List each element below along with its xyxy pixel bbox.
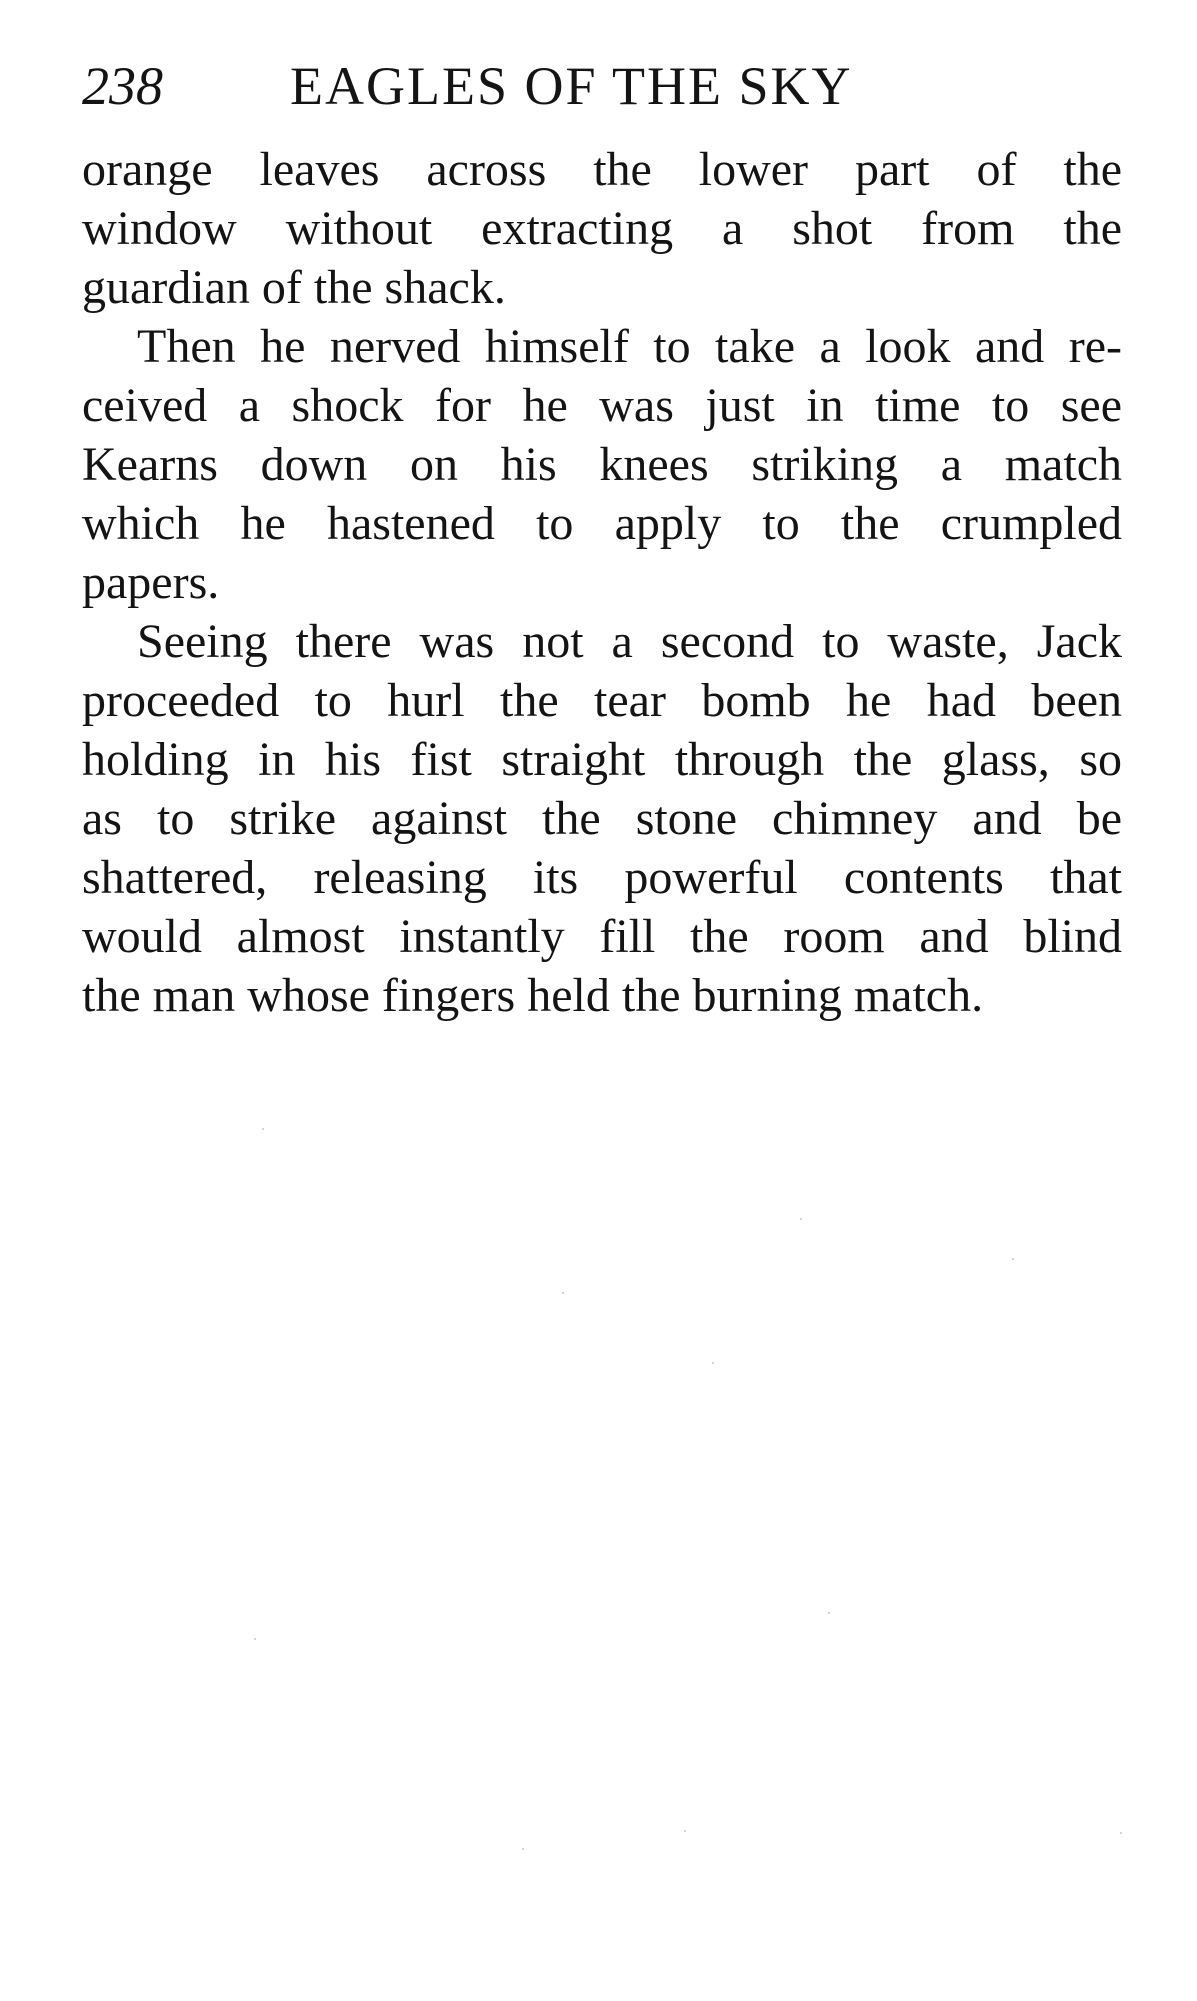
text-line: proceeded to hurl the tear bomb he had been: [82, 674, 1122, 727]
body-text: [82, 140, 1122, 1025]
text-line: papers.: [82, 556, 220, 609]
text-line: shattered, releasing its powerful contents that: [82, 851, 1122, 904]
scan-speck: [712, 1362, 714, 1364]
paragraph-1: [82, 140, 1122, 317]
running-title: EAGLES OF THE SKY: [290, 56, 853, 116]
text-line: as to strike against the stone chimney and be: [82, 792, 1122, 845]
text-line: holding in his fist straight through the glass, so: [82, 733, 1122, 786]
text-line: the man whose fingers held the burning match.: [82, 969, 984, 1022]
text-line: Kearns down on his knees striking a match: [82, 438, 1122, 491]
text-line: which he hastened to apply to the crumpled: [82, 497, 1122, 550]
scan-speck: [684, 1830, 686, 1832]
text-line: orange leaves across the lower part of the: [82, 143, 1122, 196]
scan-speck: [562, 1292, 564, 1294]
scan-speck: [828, 1612, 830, 1614]
text-line: ceived a shock for he was just in time to see: [82, 379, 1122, 432]
text-line: window without extracting a shot from the: [82, 202, 1122, 255]
scan-speck: [254, 1638, 256, 1640]
scan-speck: [522, 1848, 524, 1850]
text-line: Then he nerved himself to take a look and re-: [137, 320, 1122, 373]
paragraph-2: [82, 317, 1122, 612]
page-number: 238: [82, 56, 163, 116]
scan-speck: [1012, 1258, 1014, 1260]
text-line: would almost instantly fill the room and blind: [82, 910, 1122, 963]
scan-speck: [800, 1218, 802, 1220]
page-header: [82, 56, 1122, 116]
scan-speck: [1120, 1832, 1122, 1834]
paragraph-3: [82, 612, 1122, 1025]
scan-speck: [262, 1128, 264, 1130]
text-line: guardian of the shack.: [82, 261, 506, 314]
text-line: Seeing there was not a second to waste, Jack: [137, 615, 1122, 668]
